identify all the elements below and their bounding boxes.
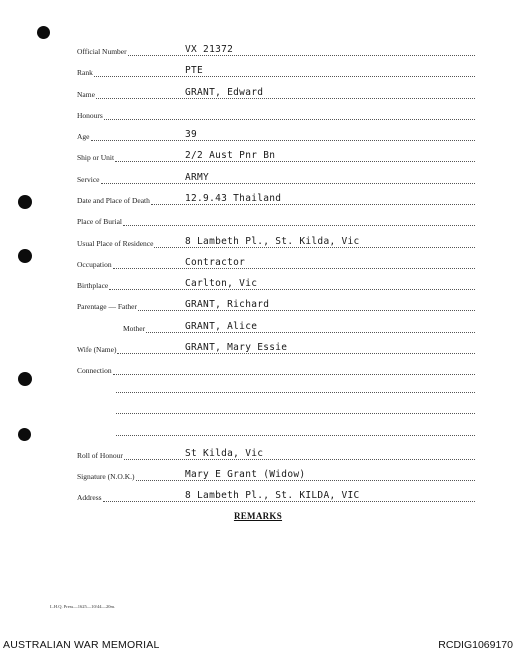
field-label: Official Number: [77, 47, 127, 56]
field-label: Connection: [77, 366, 112, 375]
field-value: VX 21372: [185, 44, 234, 55]
dotted-leader: [151, 204, 475, 205]
field-value: 2/2 Aust Pnr Bn: [185, 150, 276, 161]
field-row: [77, 278, 475, 292]
field-row: [77, 172, 475, 186]
field-value: Contractor: [185, 257, 246, 268]
field-value: 8 Lambeth Pl., St. KILDA, VIC: [185, 490, 360, 501]
field-row: [77, 490, 475, 504]
dotted-leader: [101, 183, 475, 184]
archive-footer: [0, 636, 516, 654]
field-value: GRANT, Mary Essie: [185, 342, 288, 353]
field-row: [77, 469, 475, 483]
field-value: PTE: [185, 65, 204, 76]
field-label: Roll of Honour: [77, 451, 123, 460]
field-row: [77, 193, 475, 207]
dotted-leader: [103, 501, 475, 502]
dotted-leader: [128, 55, 475, 56]
field-value: ARMY: [185, 172, 210, 183]
punch-hole: [18, 428, 31, 441]
dotted-leader: [96, 98, 475, 99]
field-value: Mary E Grant (Widow): [185, 469, 306, 480]
field-value: 12.9.43 Thailand: [185, 193, 282, 204]
field-row: [77, 299, 475, 313]
field-label: Address: [77, 493, 102, 502]
punch-hole: [18, 195, 32, 209]
dotted-leader: [91, 140, 475, 141]
dotted-leader: [124, 459, 475, 460]
connection-line: [116, 413, 475, 414]
field-label: Signature (N.O.K.): [77, 472, 135, 481]
field-value: GRANT, Alice: [185, 321, 258, 332]
dotted-leader: [104, 119, 475, 120]
field-row: [77, 342, 475, 356]
field-label: Name: [77, 90, 95, 99]
field-label: Service: [77, 175, 100, 184]
dotted-leader: [138, 310, 475, 311]
field-row: [77, 236, 475, 250]
field-label: Usual Place of Residence: [77, 239, 154, 248]
field-label: Occupation: [77, 260, 112, 269]
field-label: Ship or Unit: [77, 153, 115, 162]
punch-hole-top: [37, 26, 50, 39]
dotted-leader: [154, 247, 475, 248]
printer-imprint: L.H.Q. Press—1625—10/44—20m.: [50, 604, 116, 609]
field-row: [77, 363, 475, 377]
dotted-leader: [113, 374, 475, 375]
dotted-leader: [117, 353, 475, 354]
field-row: [77, 214, 475, 228]
field-row: [77, 448, 475, 462]
field-row: [77, 44, 475, 58]
field-value: GRANT, Edward: [185, 87, 264, 98]
field-label: Rank: [77, 68, 93, 77]
field-value: 39: [185, 129, 198, 140]
field-label: Birthplace: [77, 281, 109, 290]
remarks-heading: REMARKS: [233, 511, 283, 521]
field-label: Date and Place of Death: [77, 196, 150, 205]
field-row: [77, 150, 475, 164]
field-label: Parentage — Father: [77, 302, 137, 311]
dotted-leader: [109, 289, 475, 290]
punch-hole: [18, 372, 32, 386]
field-row: [77, 108, 475, 122]
field-label: Age: [77, 132, 90, 141]
footer-record-id: RCDIG1069170: [438, 639, 513, 651]
dotted-leader: [115, 161, 475, 162]
field-label: Mother: [123, 324, 146, 333]
field-row: [77, 129, 475, 143]
field-label: Honours: [77, 111, 103, 120]
connection-line: [116, 392, 475, 393]
field-label: Place of Burial: [77, 217, 122, 226]
dotted-leader: [136, 480, 475, 481]
field-row: [77, 65, 475, 79]
field-value: St Kilda, Vic: [185, 448, 264, 459]
dotted-leader: [146, 332, 475, 333]
field-row: [77, 87, 475, 101]
connection-line: [116, 435, 475, 436]
field-label: Wife (Name): [77, 345, 117, 354]
dotted-leader: [94, 76, 475, 77]
punch-hole: [18, 249, 32, 263]
dotted-leader: [113, 268, 475, 269]
field-value: GRANT, Richard: [185, 299, 270, 310]
field-value: 8 Lambeth Pl., St. Kilda, Vic: [185, 236, 360, 247]
field-row: [77, 321, 475, 335]
dotted-leader: [123, 225, 475, 226]
field-row: [77, 257, 475, 271]
footer-institution: AUSTRALIAN WAR MEMORIAL: [3, 639, 160, 651]
field-value: Carlton, Vic: [185, 278, 258, 289]
